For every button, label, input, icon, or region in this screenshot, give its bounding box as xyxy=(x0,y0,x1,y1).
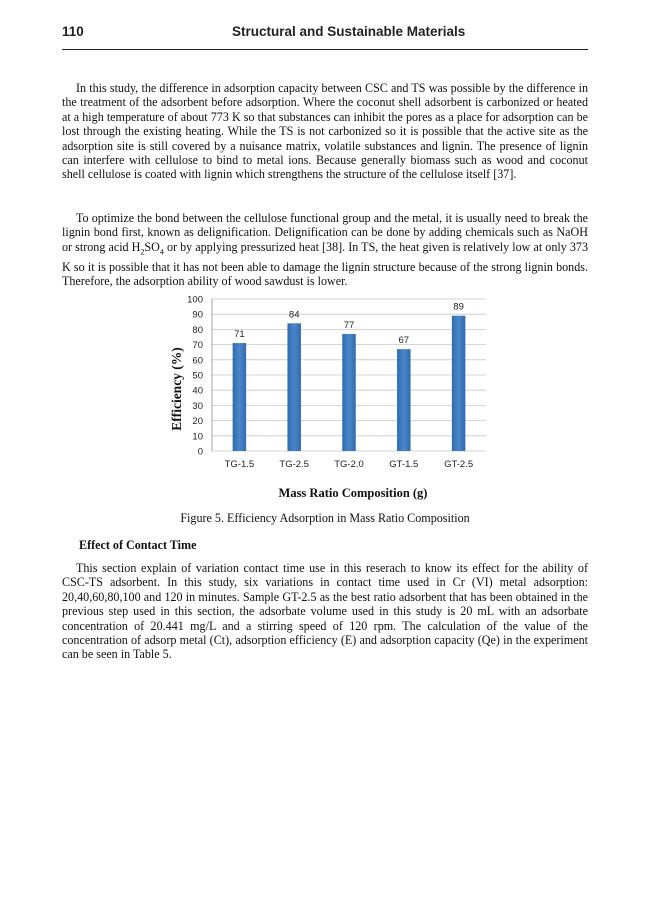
y-tick-label: 50 xyxy=(192,370,203,382)
x-tick-label: TG-2.0 xyxy=(334,459,364,470)
paragraph-text: In this study, the difference in adsorption capacity between CSC and TS was possible by the difference in the treatment of the adsorbent before adsorption. Where the coconut shell adsorbent is carbonized or heated at a high temperature of about 773 K so that substances can inhibit the pores as a place for adsorption can be lost through the existing heating. While the TS is not carbonized so it is possible that the active site as the adsorption site is still covered by a nuisance matrix, volatile substances and lignin. The presence of lignin can interfere with cellulose to bind to metal ions. Because generally biomass such as wood and coconut shell cellulose is coated with lignin which strengthens the structure of the cellulose itself [37]. xyxy=(62,81,588,182)
x-tick-label: TG-2.5 xyxy=(279,459,309,470)
page-number: 110 xyxy=(62,24,84,39)
bar xyxy=(233,343,247,451)
paragraph-text: This section explain of variation contact time use in this reserach to know its effect for the ability of CSC-TS adsorbent. In this study, six variations in contact time used in Cr (VI) metal adsorption: 20,40,60,80,100 and 120 in minutes. Sample GT-2.5 as the best ratio adsorbent that has been obtained in the previous step used in this section, the adsorbate volume used in this study is 20 mL with an adsorbate concentration of 20.441 mg/L and a stirring speed of 120 rpm. The calculation of the value of the concentration of adsorp metal (Ct), adsorption efficiency (E) and adsorption capacity (Qe) in the experiment can be seen in Table 5. xyxy=(62,561,588,662)
data-label: 67 xyxy=(398,335,410,347)
data-label: 89 xyxy=(453,301,464,313)
y-tick-labels xyxy=(187,295,203,458)
header-rule xyxy=(62,49,588,50)
paragraph-delignification xyxy=(62,211,588,288)
efficiency-bar-chart xyxy=(160,287,500,509)
bars xyxy=(233,316,466,451)
text-span: To optimize the bond between the cellulose functional group and the metal, it is usually need to break the lignin bond first, known as delignification. Delignification can be done by adding chemicals such as NaOH or strong acid H xyxy=(62,211,588,254)
figure-caption: Figure 5. Efficiency Adsorption in Mass Ratio Composition xyxy=(180,511,470,525)
paragraph-lignin-effect xyxy=(62,81,588,182)
bar xyxy=(397,349,411,451)
y-tick-label: 100 xyxy=(187,294,203,306)
paragraph-contact-time xyxy=(62,561,588,662)
paragraph-text xyxy=(62,211,588,288)
x-tick-labels xyxy=(225,459,474,470)
y-tick-label: 60 xyxy=(192,355,203,367)
y-tick-label: 10 xyxy=(192,431,203,443)
x-tick-label: GT-2.5 xyxy=(444,459,474,470)
x-tick-label: GT-1.5 xyxy=(389,459,419,470)
y-axis-title: Efficiency (%) xyxy=(169,347,184,431)
subscript-2: 2 xyxy=(140,247,145,257)
y-tick-label: 70 xyxy=(192,340,203,352)
y-tick-label: 0 xyxy=(197,446,203,458)
text-span: or by applying pressurized heat [38]. In TS, the heat given is relatively low at only 373 K so it is possible that it has not been able to damage the lignin structure because of the strong lignin bonds. Therefore, the adsorption ability of wood sawdust is lower. xyxy=(62,239,588,289)
y-tick-label: 30 xyxy=(192,400,203,412)
data-label: 71 xyxy=(234,329,245,341)
subscript-4: 4 xyxy=(159,247,164,257)
y-tick-label: 90 xyxy=(192,309,203,321)
page-header xyxy=(62,24,588,42)
data-label: 84 xyxy=(288,309,300,321)
bar xyxy=(342,334,356,451)
bar xyxy=(287,323,301,451)
y-tick-label: 20 xyxy=(192,416,203,428)
x-tick-label: TG-1.5 xyxy=(224,459,255,470)
y-tick-label: 40 xyxy=(192,385,203,397)
bar xyxy=(452,316,466,451)
data-label: 77 xyxy=(343,319,355,331)
running-title: Structural and Sustainable Materials xyxy=(232,24,466,39)
y-tick-label: 80 xyxy=(192,324,203,336)
x-axis-title: Mass Ratio Composition (g) xyxy=(278,486,428,500)
text-span: SO xyxy=(144,239,160,254)
section-heading: Effect of Contact Time xyxy=(79,538,197,552)
